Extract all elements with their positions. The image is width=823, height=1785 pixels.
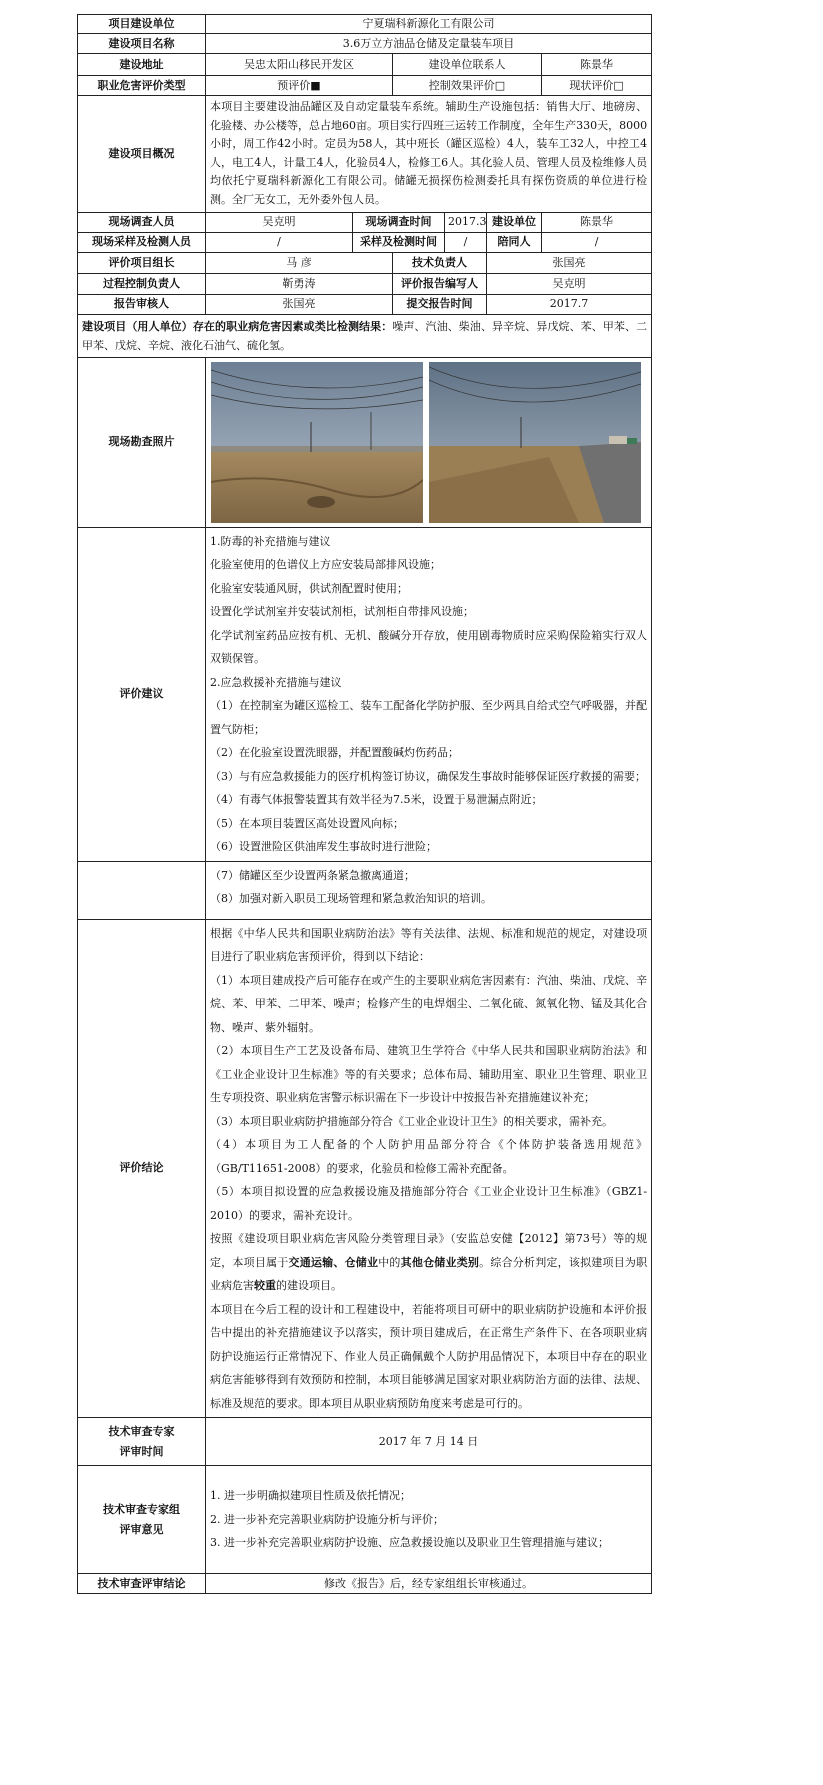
process-control-value: 靳勇涛 bbox=[206, 273, 393, 294]
advice-line: （6）设置泄险区供油库发生事故时进行泄险； bbox=[210, 840, 437, 854]
review-conclusion-label: 技术审查评审结论 bbox=[78, 1574, 206, 1594]
conclusion-body bbox=[206, 919, 652, 1418]
team-leader-value: 马 彦 bbox=[206, 252, 393, 273]
review-opinion-item: 3. 进一步补充完善职业病防护设施、应急救援设施以及职业卫生管理措施与建议； bbox=[210, 1536, 609, 1550]
review-opinion-item: 2. 进一步补充完善职业病防护设施分析与评价； bbox=[210, 1512, 444, 1526]
contact-label: 建设单位联系人 bbox=[393, 54, 542, 76]
submit-time-label: 提交报告时间 bbox=[393, 294, 487, 314]
review-opinion-label: 技术审查专家组 评审意见 bbox=[78, 1466, 206, 1574]
industry-subcategory: 其他仓储业类别 bbox=[400, 1255, 480, 1269]
advice-list-continued bbox=[206, 861, 652, 919]
advice-label: 评价建议 bbox=[78, 527, 206, 861]
sampling-time-value: / bbox=[445, 232, 487, 252]
hazard-factors-cell bbox=[78, 314, 652, 357]
report-reviewer-value: 张国亮 bbox=[206, 294, 393, 314]
eval-type-label: 职业危害评价类型 bbox=[78, 76, 206, 96]
advice-line: 设置化学试剂室并安装试剂柜，试剂柜自带排风设施； bbox=[210, 605, 474, 619]
tech-lead-label: 技术负责人 bbox=[393, 252, 487, 273]
conclusion-classification: 按照《建设项目职业病危害风险分类管理目录》（安监总安健【2012】第73号）等的规定，本项目属于交通运输、仓储业中的其他仓储业类别。综合分析判定，该拟建项目为职业病危害较重的建设项目。 bbox=[210, 1232, 648, 1293]
site-photo-2 bbox=[429, 362, 641, 523]
accompany-label: 陪同人 bbox=[487, 232, 542, 252]
builder-label: 建设单位 bbox=[487, 212, 542, 232]
sampling-staff-value: / bbox=[206, 232, 353, 252]
advice-line: （1）在控制室为罐区巡检工、装车工配备化学防护服、至少两具自给式空气呼吸器，并配置气防柜； bbox=[210, 699, 648, 736]
advice-line: （3）与有应急救援能力的医疗机构签订协议，确保发生事故时能够保证医疗救援的需要； bbox=[210, 769, 646, 783]
team-leader-label: 评价项目组长 bbox=[78, 252, 206, 273]
conclusion-paragraph: （4）本项目为工人配备的个人防护用品部分符合《个体防护装备选用规范》（GB/T11651-2008）的要求，化验员和检修工需补充配备。 bbox=[210, 1138, 648, 1175]
hazard-level: 较重 bbox=[254, 1279, 276, 1293]
eval-type-pre: 预评价■ bbox=[206, 76, 393, 96]
unit-label: 项目建设单位 bbox=[78, 15, 206, 34]
advice-line: （7）储罐区至少设置两条紧急撤离通道； bbox=[210, 868, 415, 882]
survey-time-label: 现场调查时间 bbox=[353, 212, 445, 232]
conclusion-paragraph: （1）本项目建成投产后可能存在或产生的主要职业病危害因素有：汽油、柴油、戊烷、辛烷、苯、甲苯、二甲苯、噪声；检修产生的电焊烟尘、二氧化硫、氮氧化物、锰及其化合物、噪声、紫外辐射。 bbox=[210, 973, 648, 1034]
report-writer-label: 评价报告编写人 bbox=[393, 273, 487, 294]
evaluation-form bbox=[77, 14, 651, 1594]
site-photos-cell bbox=[206, 357, 652, 527]
advice-line: 化学试剂室药品应按有机、无机、酸碱分开存放，使用剧毒物质时应采购保险箱实行双人双锁保管。 bbox=[210, 628, 648, 666]
conclusion-paragraph: （2）本项目生产工艺及设备布局、建筑卫生学符合《中华人民共和国职业病防治法》和《工业企业设计卫生标准》等的有关要求；总体布局、辅助用室、职业卫生管理、职业卫生专项投资、职业病危害警示标识需在下一步设计中按报告补充措施建议补充； bbox=[210, 1044, 648, 1105]
advice-list bbox=[206, 527, 652, 861]
review-opinion-item: 1. 进一步明确拟建项目性质及依托情况； bbox=[210, 1489, 411, 1503]
overview-label: 建设项目概况 bbox=[78, 96, 206, 213]
review-time-label: 技术审查专家 评审时间 bbox=[78, 1418, 206, 1466]
advice-line: 化验室使用的色谱仪上方应安装局部排风设施； bbox=[210, 558, 441, 572]
eval-type-status: 现状评价□ bbox=[542, 76, 652, 96]
conclusion-paragraph: （5）本项目拟设置的应急救援设施及措施部分符合《工业企业设计卫生标准》（GBZ1-2010）的要求，需补充设计。 bbox=[210, 1185, 648, 1222]
address-value: 吴忠太阳山移民开发区 bbox=[206, 54, 393, 76]
submit-time-value: 2017.7 bbox=[487, 294, 652, 314]
evaluation-table bbox=[77, 14, 652, 1594]
review-time-value: 2017 年 7 月 14 日 bbox=[206, 1418, 652, 1466]
site-photo-1 bbox=[211, 362, 423, 523]
overview-text: 本项目主要建设油品罐区及自动定量装车系统。辅助生产设施包括：销售大厅、地磅房、化验楼、办公楼等，总占地60亩。项目实行四班三运转工作制度，全年生产330天，8000小时，周工作42小时。定员为58人，其中班长（罐区巡检）4人，装车工32人，中控工4人，电工4人，计量工4人，化验员4人，检修工6人。其化验人员、管理人员及检维修人员均依托宁夏瑞科新源化工有限公司。储罐无损探伤检测委托具有探伤资质的单位进行检测。全厂无女工，无外委外包人员。 bbox=[206, 96, 652, 213]
process-control-label: 过程控制负责人 bbox=[78, 273, 206, 294]
project-name-label: 建设项目名称 bbox=[78, 34, 206, 54]
advice-line: 化验室安装通风厨，供试剂配置时使用； bbox=[210, 581, 408, 595]
advice-continued-label bbox=[78, 861, 206, 919]
builder-value: 陈景华 bbox=[542, 212, 652, 232]
conclusion-label: 评价结论 bbox=[78, 919, 206, 1418]
advice-line: （4）有毒气体报警装置其有效半径为7.5米，设置于易泄漏点附近； bbox=[210, 793, 543, 807]
unit-value: 宁夏瑞科新源化工有限公司 bbox=[206, 15, 652, 34]
conclusion-paragraph: 本项目在今后工程的设计和工程建设中，若能将项目可研中的职业病防护设施和本评价报告中提出的补充措施建议予以落实，预计项目建成后，在正常生产条件下、在各项职业病防护设施运行正常情况下、作业人员正确佩戴个人防护用品情况下，本项目中存在的职业病危害能够得到有效预防和控制，本项目能够满足国家对职业病防治方面的法律、法规、标准及规范的要求。即本项目从职业病预防角度来考虑是可行的。 bbox=[210, 1302, 648, 1410]
survey-staff-value: 吴克明 bbox=[206, 212, 353, 232]
sampling-time-label: 采样及检测时间 bbox=[353, 232, 445, 252]
report-writer-value: 吴克明 bbox=[487, 273, 652, 294]
hazard-factors-text: 噪声、汽油、柴油、异辛烷、异戊烷、苯、甲苯、二甲苯、戊烷、辛烷、液化石油气、硫化氢。 bbox=[82, 319, 648, 352]
project-name-value: 3.6万立方油品仓储及定量装车项目 bbox=[206, 34, 652, 54]
report-reviewer-label: 报告审核人 bbox=[78, 294, 206, 314]
tech-lead-value: 张国亮 bbox=[487, 252, 652, 273]
review-opinion-list bbox=[206, 1466, 652, 1574]
review-conclusion-value: 修改《报告》后，经专家组组长审核通过。 bbox=[206, 1574, 652, 1594]
site-photos-label: 现场勘查照片 bbox=[78, 357, 206, 527]
address-label: 建设地址 bbox=[78, 54, 206, 76]
advice-line: （8）加强对新入职员工现场管理和紧急救治知识的培训。 bbox=[210, 892, 492, 906]
survey-time-value: 2017.3 bbox=[445, 212, 487, 232]
advice-line: 1.防毒的补充措施与建议 bbox=[210, 534, 331, 548]
survey-staff-label: 现场调查人员 bbox=[78, 212, 206, 232]
hazard-factors-label: 建设项目（用人单位）存在的职业病危害因素或类比检测结果： bbox=[82, 319, 393, 333]
industry-category: 交通运输、仓储业 bbox=[288, 1255, 379, 1269]
sampling-staff-label: 现场采样及检测人员 bbox=[78, 232, 206, 252]
advice-line: 2.应急救援补充措施与建议 bbox=[210, 675, 342, 689]
contact-value: 陈景华 bbox=[542, 54, 652, 76]
advice-line: （2）在化验室设置洗眼器，并配置酸碱灼伤药品； bbox=[210, 746, 459, 760]
conclusion-paragraph: （3）本项目职业病防护措施部分符合《工业企业设计卫生》的相关要求，需补充。 bbox=[210, 1114, 613, 1128]
conclusion-paragraph: 根据《中华人民共和国职业病防治法》等有关法律、法规、标准和规范的规定，对建设项目进行了职业病危害预评价，得到以下结论： bbox=[210, 926, 648, 964]
eval-type-control: 控制效果评价□ bbox=[393, 76, 542, 96]
accompany-value: / bbox=[542, 232, 652, 252]
advice-line: （5）在本项目装置区高处设置风向标； bbox=[210, 816, 404, 830]
